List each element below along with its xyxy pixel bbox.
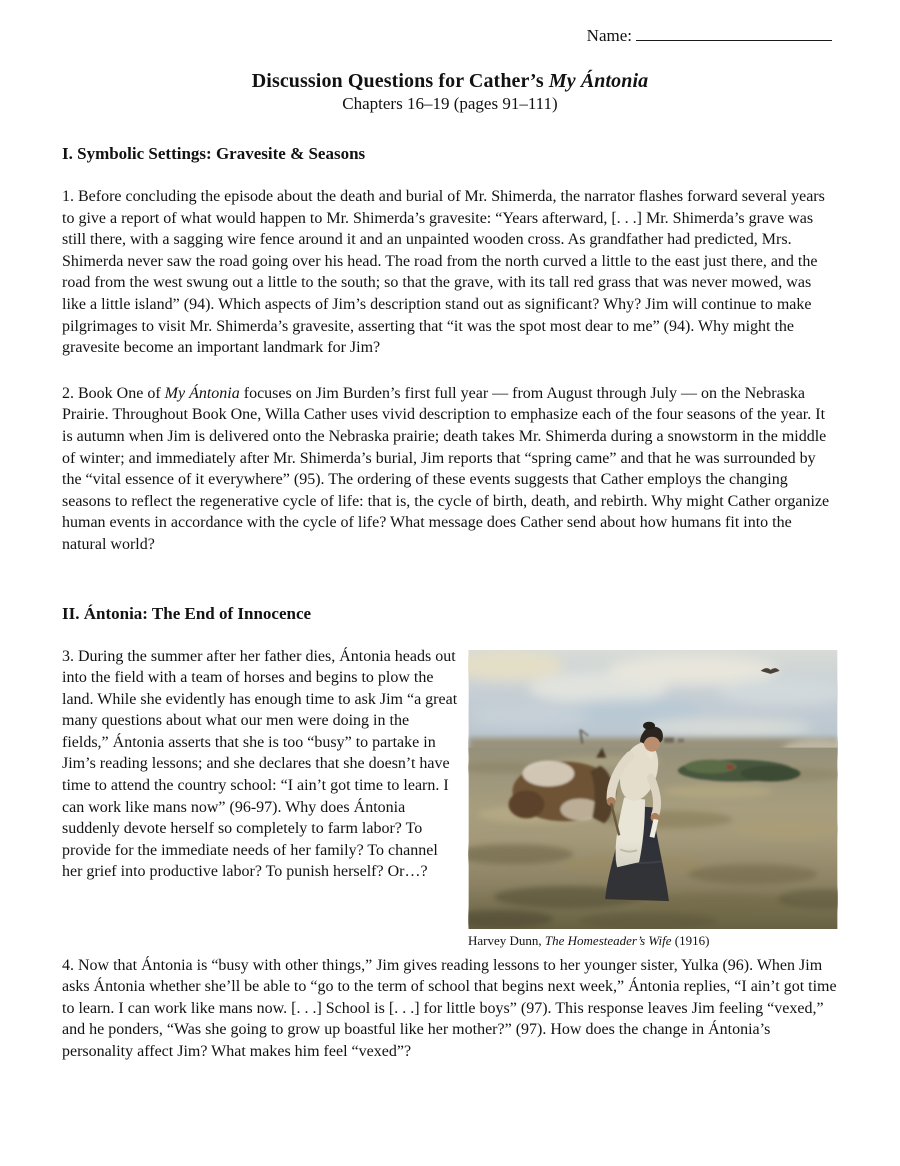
caption-artwork-title: The Homesteader’s Wife (544, 932, 672, 948)
homesteaders-wife-painting (468, 650, 838, 929)
section-1-heading: I. Symbolic Settings: Gravesite & Seasons (62, 144, 366, 163)
question-2 (62, 383, 838, 556)
name-label: Name: (586, 26, 632, 45)
painting-caption (468, 933, 838, 949)
question-4: 4. Now that Ántonia is “busy with other things,” Jim gives reading lessons to her younger sister, Yulka (96). When Jim asks Ántonia whether she’ll be able to “go to the term of school that begins next week,” Ántonia replies, “I ain’t got time to learn. I can work like mans now. [. . .] School is [. . .] for little boys” (97). This response leaves Jim feeling “vexed,” and he ponders, “Was she going to grow up boastful like her mother?” (97). How does the change in Ántonia’s personality affect Jim? What makes him feel “vexed”? (62, 956, 837, 1060)
page-title-text: Discussion Questions for Cather’s (251, 70, 549, 92)
question-3-block (62, 646, 838, 948)
question-1: 1. Before concluding the episode about the death and burial of Mr. Shimerda, the narrator flashes forward several years to give a report of what would happen to Mr. Shimerda’s gravesite: “Years afterward, [. . .] Mr. Shimerda’s grave was still there, with a sagging wire fence around it and an unpainted wooden cross. As grandfather had predicted, Mrs. Shimerda never saw the road going over his head. The road from the north curved a little to the east just there, and the road from the west swung out a little to the south; so that the grave, with its tall red grass that was never mowed, was like a little island” (94). Which aspects of Jim’s description stand out as significant? Why? Jim will continue to make pilgrimages to visit Mr. Shimerda’s gravesite, asserting that “it was the spot most dear to me” (94). Why might the gravesite become an important landmark for Jim? (62, 188, 825, 357)
name-row (62, 26, 832, 46)
name-blank-line (636, 26, 832, 41)
page-title (62, 70, 838, 93)
caption-artist: Harvey Dunn, (468, 932, 545, 948)
question-2-pre: 2. Book One of (62, 384, 165, 402)
page-title-book-name: My Ántonia (548, 70, 649, 92)
question-3: 3. During the summer after her father dies, Ántonia heads out into the field with a team of horses and begins to plow the land. While she evidently has enough time to ask Jim “a great many questions about what our men were doing in the fields,” Ántonia asserts that she is too “busy” to partake in Jim’s reading lessons; and she declares that she doesn’t have time to attend the country school: “I ain’t got time to learn. I can work like mans now” (96-97). Why does Ántonia suddenly devote herself so completely to farm labor? To provide for the immediate needs of her family? To channel her grief into productive labor? To punish herself? Or…? (62, 647, 458, 881)
foreground-shadow (469, 839, 838, 929)
question-2-book-name: My Ántonia (164, 384, 240, 402)
homesteaders-wife-figure (468, 650, 838, 949)
section-2-heading: II. Ántonia: The End of Innocence (62, 603, 312, 623)
caption-year: (1916) (671, 932, 710, 948)
question-2-post: focuses on Jim Burden’s first full year — from August through July — on the Nebraska Prairie. Throughout Book One, Willa Cather uses vivid description to emphasize each of the four seasons of the year. It is autumn when Jim is delivered onto the Nebraska prairie; death takes Mr. Shimerda during a snowstorm in the middle of winter; and immediately after Mr. Shimerda’s burial, Jim reports that “spring came” and that he was surrounded by the “vital essence of it everywhere” (95). The ordering of these events suggests that Cather employs the changing seasons to reflect the regenerative cycle of life: that is, the cycle of birth, death, and rebirth. Why might Cather organize human events in accordance with the cycle of life? What message does Cather send about how humans fit into the natural world? (62, 384, 830, 553)
page-subtitle: Chapters 16–19 (pages 91–111) (342, 94, 558, 113)
